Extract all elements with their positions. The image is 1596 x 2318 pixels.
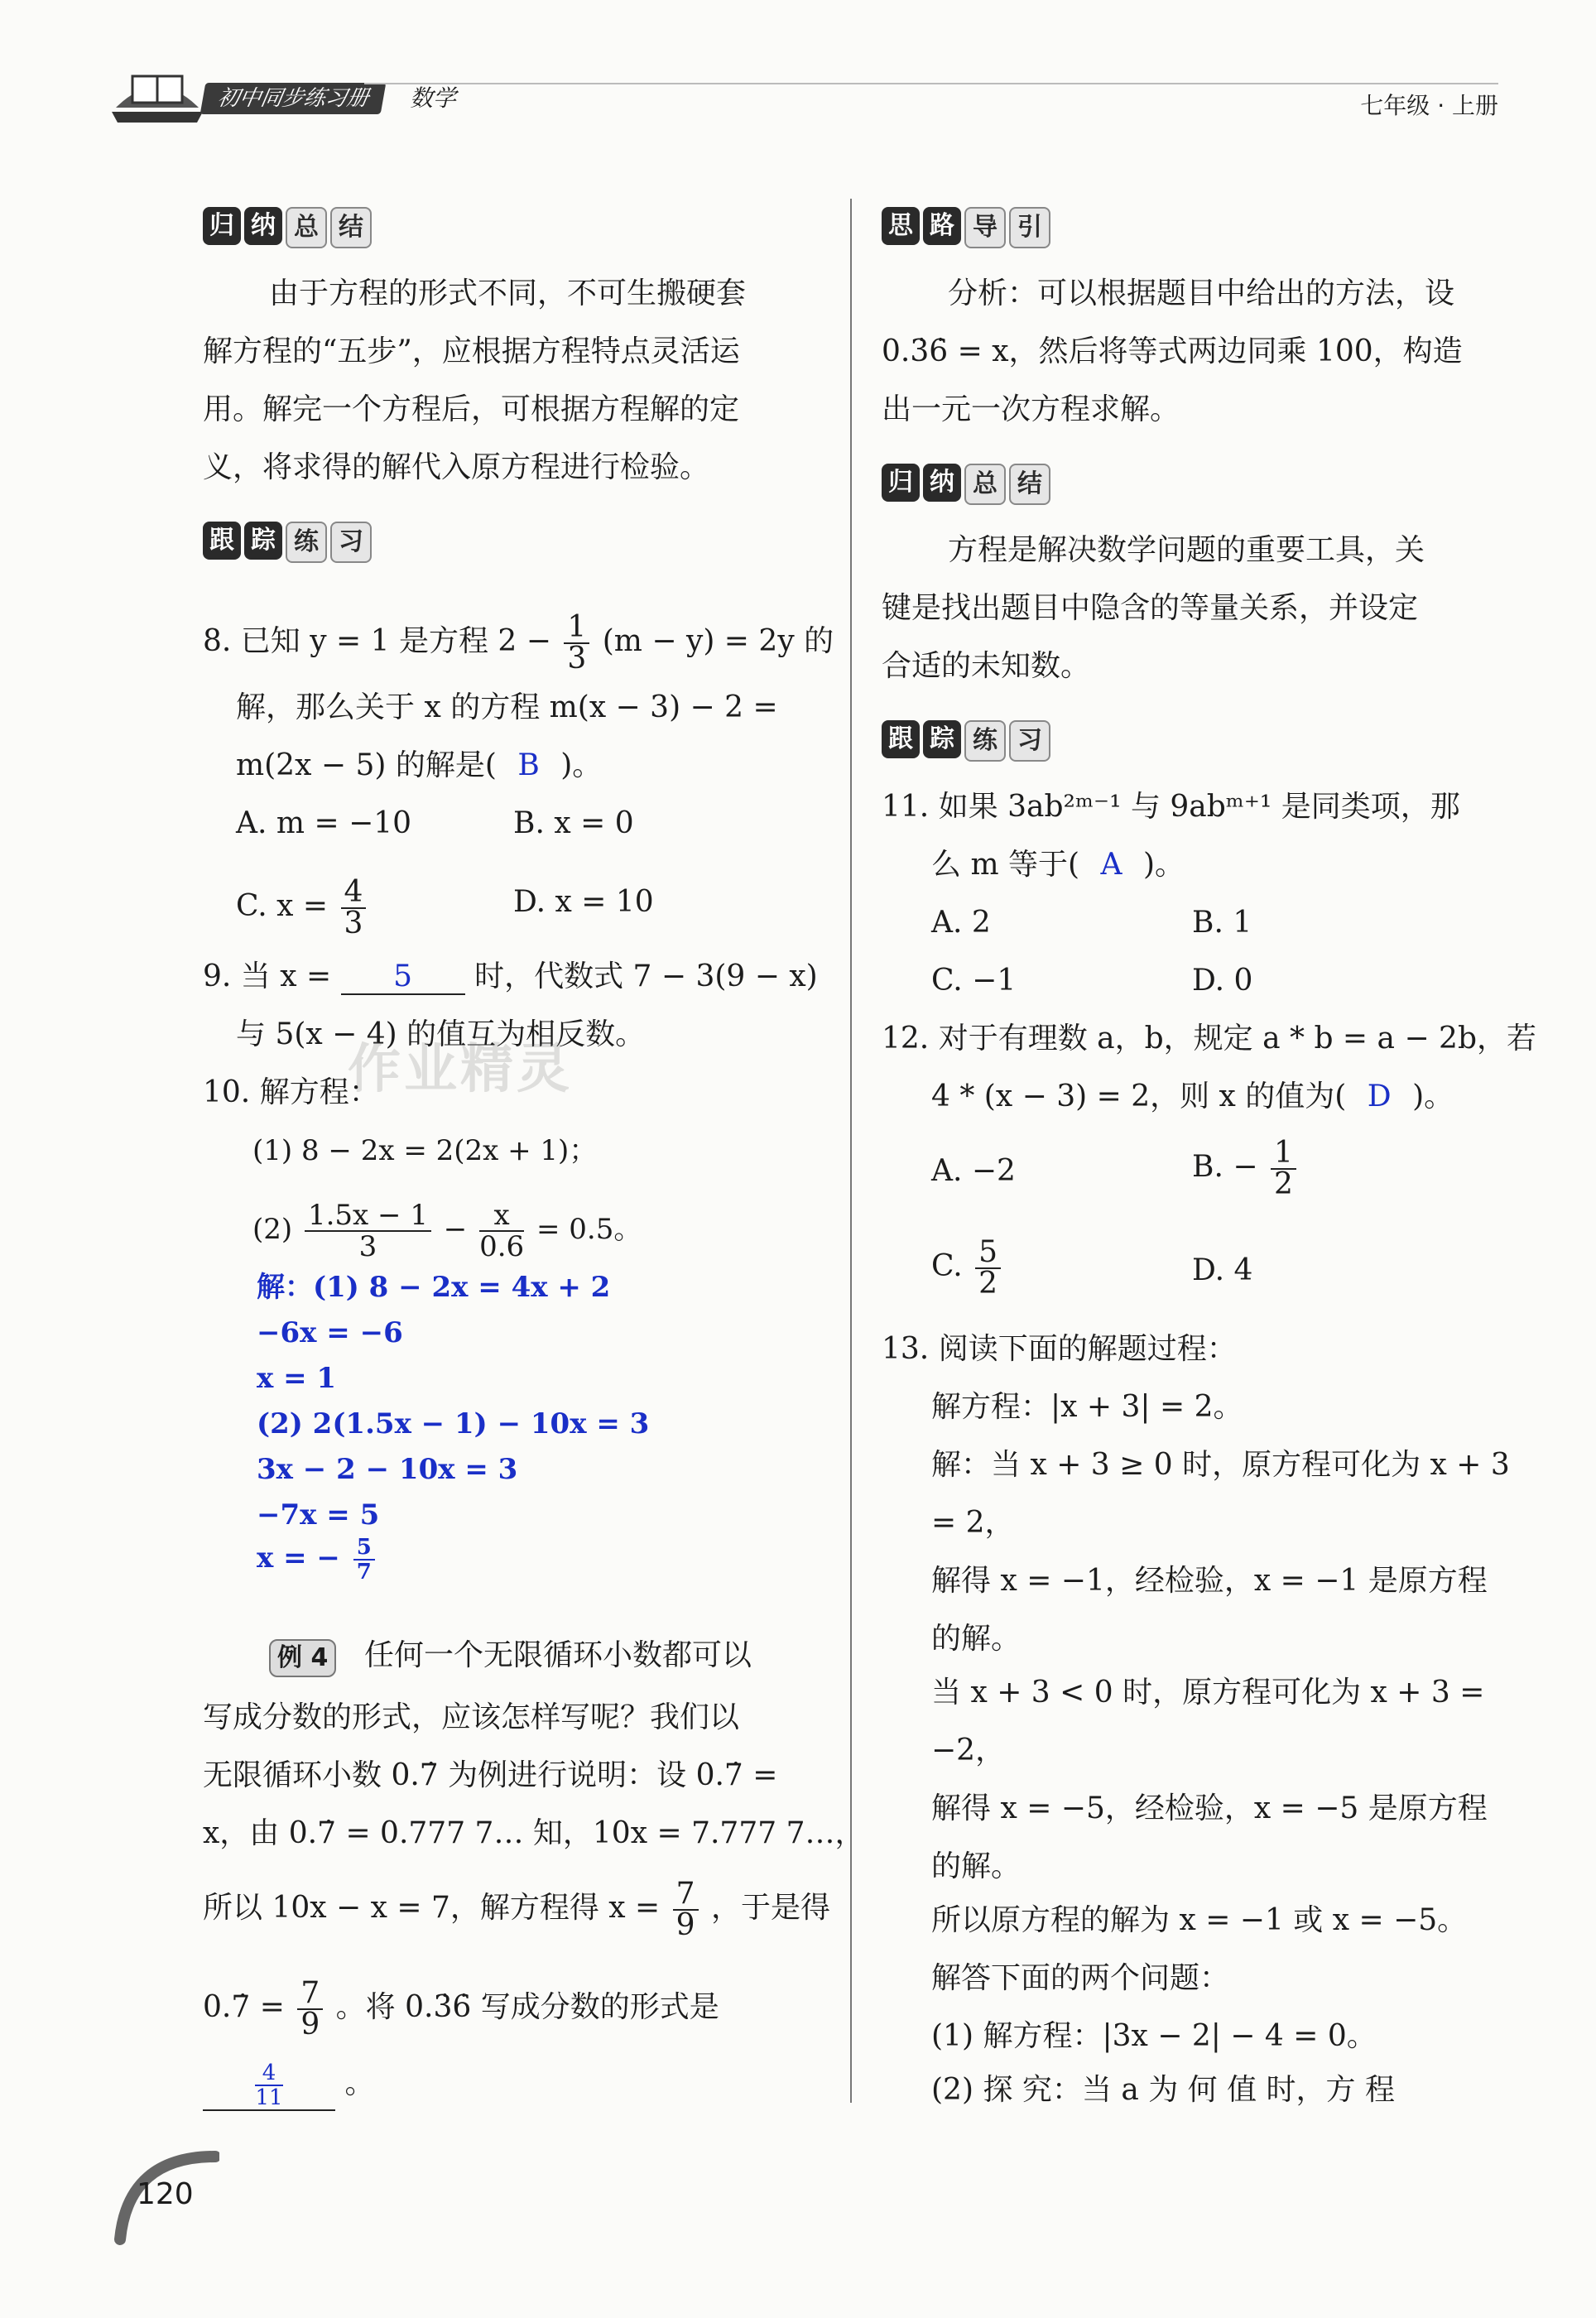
guide-line: 0.3̇6̇ = x，然后将等式两边同乘 100，构造 (882, 334, 1463, 368)
q11-option-d: D. 0 (1192, 964, 1253, 998)
q12-option-a: A. −2 (931, 1154, 1016, 1188)
book-title: 初中同步练习册 (200, 83, 387, 114)
q10-solution-line: −6x = −6 (257, 1316, 403, 1349)
ex4-line5: 所以 10x − x = 7，解方程得 x = $\frac{7}{9}$ ，于是得 (203, 1877, 831, 1942)
q10-title: 10. 解方程： (203, 1075, 379, 1109)
q13-line: 解答下面的两个问题： (931, 1961, 1230, 1995)
q13-line: −2， (931, 1734, 1006, 1767)
ex4-line: 写成分数的形式，应该怎样写呢？我们以 (203, 1700, 740, 1734)
guide-tag: 思 路 导 引 (882, 207, 1050, 248)
ex4-line: x，由 0.7̇ = 0.777 7… 知，10x = 7.777 7…， (203, 1816, 865, 1850)
q9-line2: 与 5(x − 4) 的值互为相反数。 (236, 1017, 646, 1051)
q9-answer: 5 (341, 960, 465, 995)
ex4-answer-line: $\frac{4}{11}$ 。 (203, 2061, 374, 2111)
q8-option-b: B. x = 0 (513, 806, 634, 840)
q10-solution-line: −7x = 5 (257, 1498, 380, 1532)
q13-line: 解得 x = −5，经检验，x = −5 是原方程 (931, 1791, 1488, 1825)
summary-tag-left: 归 纳 总 结 (203, 207, 372, 248)
q12-option-c: C. $\frac{5}{2}$ (931, 1238, 1004, 1299)
summary-line: 解方程的“五步”，应根据方程特点灵活运 (203, 334, 740, 368)
ex4-line: 任何一个无限循环小数都可以 (364, 1638, 752, 1672)
book-logo-icon (108, 58, 207, 124)
q13-line: = 2， (931, 1506, 1015, 1540)
q8-answer: B (517, 748, 540, 782)
q13-line: 的解。 (931, 1849, 1022, 1883)
q12-option-d: D. 4 (1192, 1253, 1253, 1287)
q11-line1: 11. 如果 3ab²ᵐ⁻¹ 与 9abᵐ⁺¹ 是同类项，那 (882, 790, 1460, 824)
q8-fraction: $\frac{1}{3}$ (564, 613, 589, 674)
summary-tag-right: 归 纳 总 结 (882, 464, 1050, 505)
q13-line: 解得 x = −1，经检验，x = −1 是原方程 (931, 1564, 1488, 1598)
q13-line: (1) 解方程：|3x − 2| − 4 = 0。 (931, 2019, 1377, 2053)
q11-option-b: B. 1 (1192, 906, 1252, 940)
watermark: 作业精灵 (348, 1039, 573, 1100)
summary-line: 用。解完一个方程后，可根据方程解的定 (203, 392, 740, 426)
q13-line: 当 x + 3 < 0 时，原方程可化为 x + 3 = (931, 1676, 1485, 1710)
q10-part1: (1) 8 − 2x = 2(2x + 1)； (252, 1134, 598, 1167)
q13-line: 的解。 (931, 1622, 1022, 1656)
ex4-answer: $\frac{4}{11}$ (203, 2061, 335, 2111)
q13-line: 所以原方程的解为 x = −1 或 x = −5。 (931, 1903, 1468, 1937)
q11-line2: 么 m 等于( A )。 (931, 848, 1185, 882)
example-4-tag: 例 4 (269, 1639, 336, 1677)
summary-line: 义，将求得的解代入原方程进行检验。 (203, 450, 710, 484)
q10-solution-line: 3x − 2 − 10x = 3 (257, 1453, 518, 1486)
summary-line: 方程是解决数学问题的重要工具，关 (948, 533, 1425, 567)
subject-label: 数学 (410, 84, 457, 112)
page-header (108, 58, 1498, 124)
q10-solution-last: x = − $\frac{5}{7}$ (257, 1536, 378, 1584)
q13-line: (2) 探 究：当 a 为 何 值 时，方 程 (931, 2073, 1396, 2107)
q10-solution-line: (2) 2(1.5x − 1) − 10x = 3 (257, 1407, 650, 1440)
q10-solution-line: 解：(1) 8 − 2x = 4x + 2 (257, 1271, 611, 1304)
header-rule (364, 83, 1498, 84)
q8-option-a: A. m = −10 (236, 806, 412, 840)
q12-line2: 4 * (x − 3) = 2，则 x 的值为( D )。 (931, 1080, 1454, 1113)
guide-line: 分析：可以根据题目中给出的方法，设 (948, 277, 1455, 310)
summary-line: 键是找出题目中隐含的等量关系，并设定 (882, 591, 1419, 625)
q11-answer: A (1100, 848, 1122, 882)
page-number: 120 (137, 2177, 194, 2211)
q13-line: 解方程：|x + 3| = 2。 (931, 1390, 1243, 1424)
ex4-line: 无限循环小数 0.7̇ 为例进行说明：设 0.7̇ = (203, 1758, 778, 1792)
q8-line2: 解，那么关于 x 的方程 m(x − 3) − 2 = (236, 690, 778, 724)
q12-option-b: B. − $\frac{1}{2}$ (1192, 1138, 1300, 1200)
q12-answer: D (1367, 1080, 1392, 1113)
guide-line: 出一元一次方程求解。 (882, 392, 1180, 426)
q10-part2: (2) $\frac{1.5x - 1}{3}$ − $\frac{x}{0.6}$ = 0.5。 (252, 1199, 642, 1263)
ex4-line6: 0.7̇ = $\frac{7}{9}$ 。将 0.3̇6̇ 写成分数的形式是 (203, 1976, 719, 2041)
q8-option-c: C. x = $\frac{4}{3}$ (236, 878, 369, 939)
q11-option-c: C. −1 (931, 964, 1017, 998)
q11-option-a: A. 2 (931, 906, 991, 940)
q10-solution-line: x = 1 (257, 1362, 337, 1395)
q9-line1: 9. 当 x = 5 时，代数式 7 − 3(9 − x) (203, 959, 818, 993)
q8-option-d: D. x = 10 (513, 885, 654, 919)
q12-line1: 12. 对于有理数 a，b，规定 a * b = a − 2b，若 (882, 1022, 1536, 1056)
q8-line1: 8. 已知 y = 1 是方程 2 − $\frac{1}{3}$ (m − y) = 2y 的 (203, 610, 834, 676)
grade-label: 七年级 · 上册 (1360, 92, 1498, 119)
summary-line: 合适的未知数。 (882, 649, 1091, 683)
q13-line: 13. 阅读下面的解题过程： (882, 1332, 1237, 1366)
q13-line: 解：当 x + 3 ≥ 0 时，原方程可化为 x + 3 (931, 1448, 1510, 1482)
practice-tag-right: 跟 踪 练 习 (882, 720, 1050, 762)
practice-tag-left: 跟 踪 练 习 (203, 522, 372, 563)
q8-line3: m(2x − 5) 的解是( B )。 (236, 748, 603, 782)
summary-line: 由于方程的形式不同，不可生搬硬套 (269, 277, 747, 310)
